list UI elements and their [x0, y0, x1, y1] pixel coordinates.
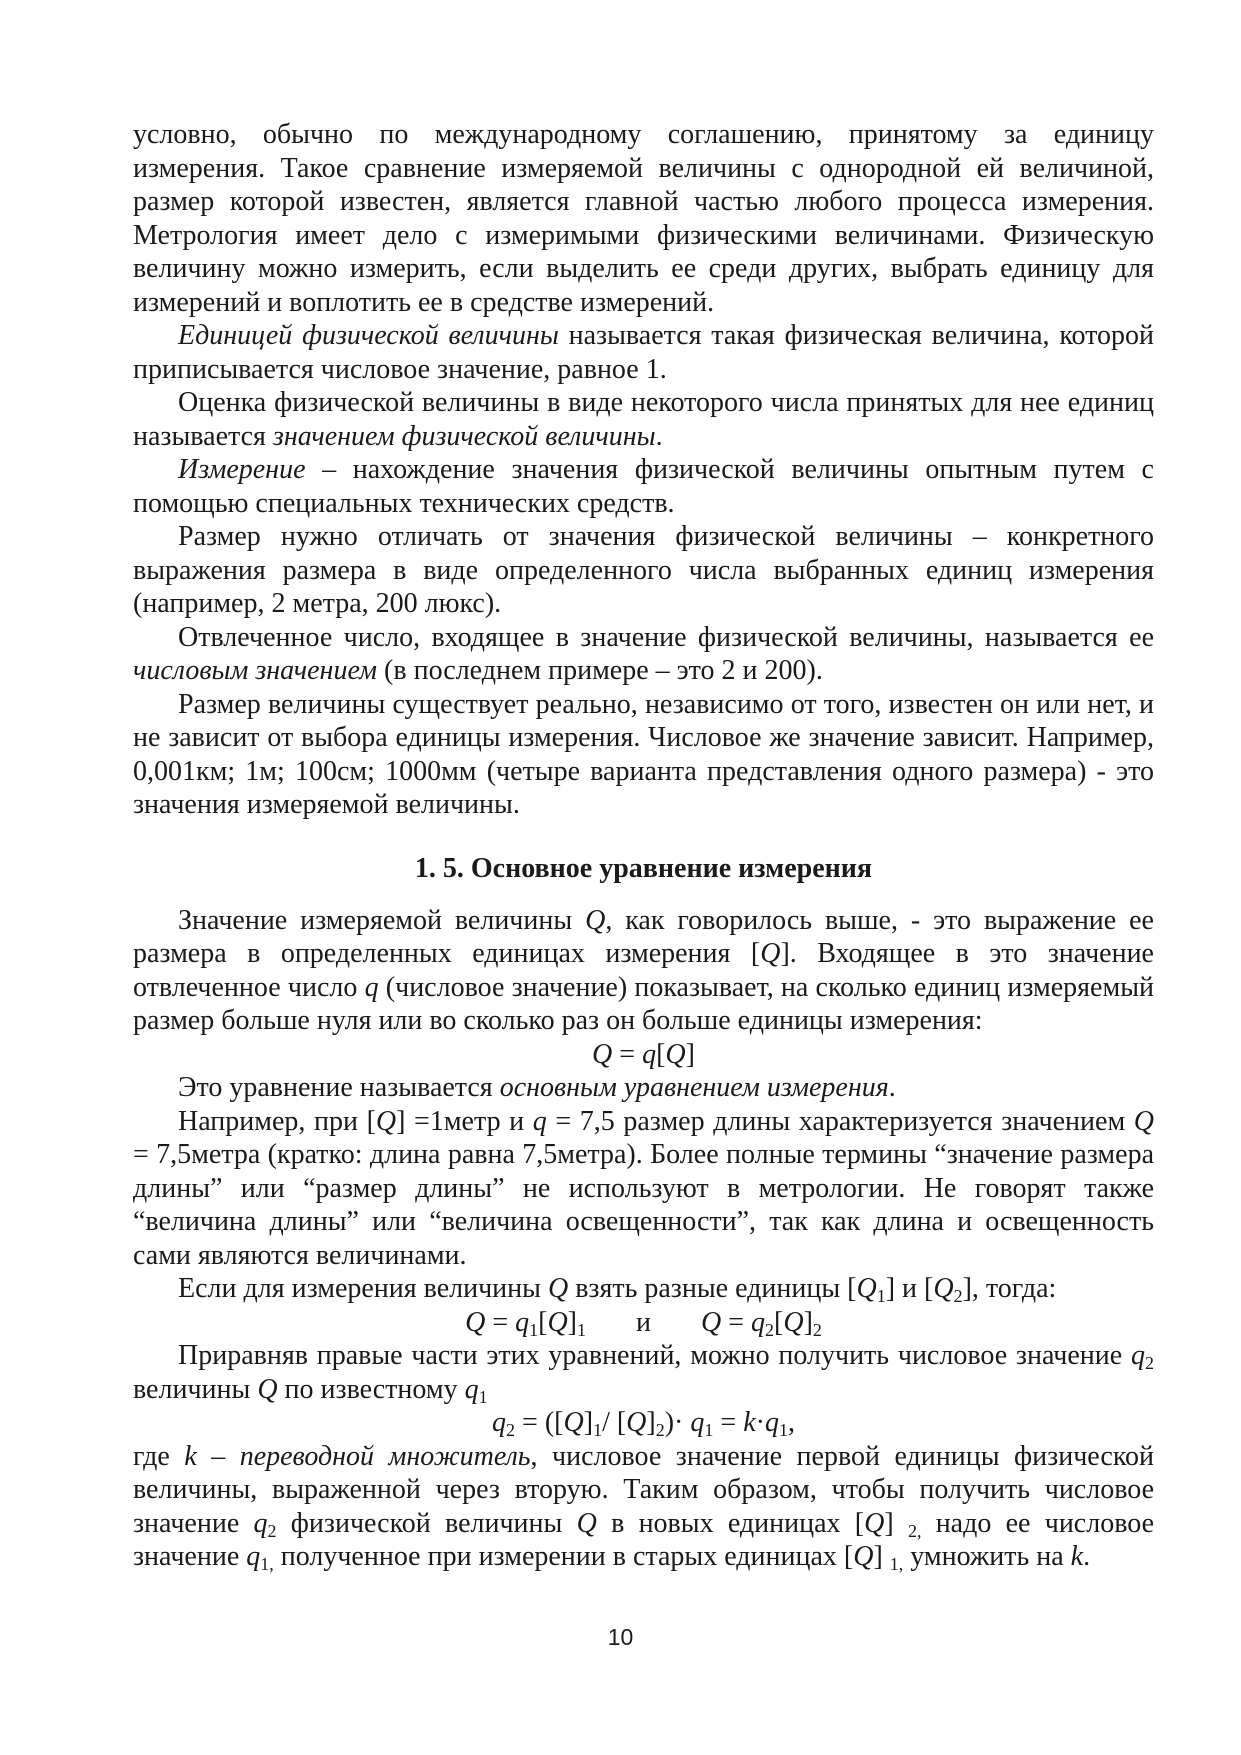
term-measurement: Измерение — [178, 454, 306, 485]
paragraph-13: где k – переводной множитель, числовое значение первой единицы физической величины, выраженной через вторую. Таким образом, чтобы получить числовое значение $q_2$ физической величины Q в новых единицах [Q] $_{2,}$ надо ее числовое значение $q_{1,}$ полученное при измерении в старых единицах [Q] $_{1,}$ умножить на k. — [133, 1440, 1155, 1574]
paragraph-2: Единицей физической величины называется такая физическая величина, которой приписывается числовое значение, равное 1. — [133, 320, 1155, 385]
paragraph-3: Оценка физической величины в виде некоторого числа принятых для нее единиц называется значением физической величины. — [133, 387, 1154, 452]
page-number: 10 — [607, 1624, 634, 1650]
term-numeric-value: числовым значением — [133, 655, 378, 686]
paragraph-5: Размер нужно отличать от значения физической величины – конкретного выражения размера в виде определенного числа выбранных единиц измерения (например, 2 метра, 200 люкс). — [133, 521, 1154, 619]
paragraph-8: Значение измеряемой величины Q, как говорилось выше, - это выражение ее размера в определенных единицах измерения [Q]. Входящее в это значение отвлеченное число q (числовое значение) показывает, на сколько единиц измеряемый размер больше нуля или во сколько раз он больше единицы измерения: — [133, 904, 1154, 1036]
paragraph-7: Размер величины существует реально, независимо от того, известен он или нет, и не зависит от выбора единицы измерения. Числовое же значение зависит. Например, 0,001км; 1м; 100см; 1000мм (четыре варианта представления одного размера) - это значения измеряемой величины. — [133, 688, 1154, 820]
paragraph-10: Например, при [Q] =1метр и q = 7,5 размер длины характеризуется значением Q = 7,5метра (кратко: длина равна 7,5метра). Более полные термины “значение размера длины” или “размер длины” не используют в метрологии. Не говорят также “величина длины” или “величина освещенности”, так как длина и освещенность сами являются величинами. — [133, 1105, 1155, 1271]
paragraph-6: Отвлеченное число, входящее в значение физической величины, называется ее числовым значением (в последнем примере – это 2 и 200). — [133, 621, 1154, 686]
equation-basic: Q = q[Q] — [592, 1038, 695, 1070]
paragraph-11: Если для измерения величины Q взять разные единицы $[Q_1]$ и $[Q_2]$, тогда: — [178, 1273, 1057, 1306]
paragraph-4: Измерение – нахождение значения физической величины опытным путем с помощью специальных технических средств. — [133, 454, 1154, 519]
paragraph-12: Приравняв правые части этих уравнений, можно получить числовое значение $q_2$ величины Q по известному $q_1$ — [133, 1340, 1154, 1407]
equation-conversion: $q_2 = ([Q]_1/$ $[Q]_2)\cdot q_1 = k\cdot q_1$, — [492, 1407, 795, 1440]
term-conversion-factor: переводной множитель — [239, 1440, 531, 1472]
document-page — [133, 118, 1154, 1574]
term-unit: Единицей физической величины — [178, 320, 559, 351]
term-value: значением физической величины — [272, 420, 656, 452]
section-heading: 1. 5. Основное уравнение измерения — [414, 852, 873, 884]
equation-two-units: $Q = q_1[Q]_1$ и $Q = q_2[Q]_2$ — [465, 1306, 822, 1340]
paragraph-1: условно, обычно по международному соглашению, принятому за единицу измерения. Такое сравнение измеряемой величины с однородной ей величиной, размер которой известен, является главной частью любого процесса измерения. Метрология имеет дело с измеримыми физическими величинами. Физическую величину можно измерить, если выделить ее среди других, выбрать единицу для измерений и воплотить ее в средстве измерений. — [133, 119, 1154, 318]
paragraph-9: Это уравнение называется основным уравнением измерения. — [178, 1072, 896, 1103]
term-basic-equation: основным уравнением измерения — [499, 1072, 889, 1103]
